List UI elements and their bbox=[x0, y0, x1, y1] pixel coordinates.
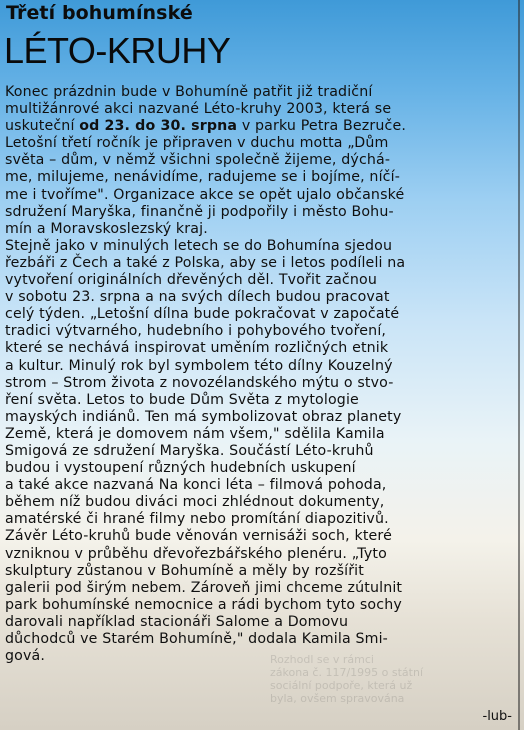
body-line: strom – Strom života z novozélandského mýtu o stvo- bbox=[5, 374, 394, 391]
body-line: Konec prázdnin bude v Bohumíně patřit již tradiční bbox=[5, 84, 373, 100]
body-line: světa – dům, v němž všichni společně žijeme, dýchá- bbox=[5, 152, 391, 169]
body-line: mayských indiánů. Ten má symbolizovat obraz planety bbox=[5, 408, 402, 425]
body-line: galerii pod širým nebem. Zároveň jimi chceme zútulnit bbox=[5, 579, 403, 596]
body-line: v sobotu 23. srpna a na svých dílech budou pracovat bbox=[5, 289, 390, 306]
body-line: Země, která je domovem nám všem," sdělila Kamila bbox=[5, 425, 385, 442]
body-line: Smigová ze sdružení Maryška. Součástí Léto-kruhů bbox=[5, 442, 374, 459]
body-line: a také akce nazvaná Na konci léta – filmová pohoda, bbox=[5, 477, 387, 494]
page-edge-line bbox=[518, 0, 520, 730]
event-dates: od 23. do 30. srpna bbox=[79, 118, 238, 135]
body-line: me, milujeme, nenávidíme, radujeme se i bojíme, níčí- bbox=[5, 169, 400, 186]
body-line: budou i vystoupení různých hudebních uskupení bbox=[5, 460, 356, 477]
body-line: které se nechává inspirovat uměním rozličných etnik bbox=[5, 340, 389, 357]
bleed-through-text: Rozhodl se v rámci zákona č. 117/1995 o státní sociální podpoře, která už byla, ovšem spravována bbox=[270, 653, 424, 705]
body-line: celý týden. „Letošní dílna bude pokračovat v započaté bbox=[5, 306, 400, 323]
body-line: gová. bbox=[5, 648, 46, 665]
body-line: sdružení Maryška, finančně ji podpořily i město Bohu- bbox=[5, 203, 394, 220]
body-line: ření světa. Letos to bude Dům Světa z mytologie bbox=[5, 391, 359, 408]
body-line: amatérské či hrané filmy nebo promítání diapozitivů. bbox=[5, 511, 389, 528]
article-headline: LÉTO-KRUHY bbox=[4, 30, 231, 71]
body-line: vytvoření originálních dřevěných děl. Tvořit začnou bbox=[5, 272, 378, 289]
body-line: a kultur. Minulý rok byl symbolem této dílny Kouzelný bbox=[5, 357, 393, 374]
body-line: řezbáři z Čech a také z Polska, aby se i letos podíleli na bbox=[5, 254, 406, 271]
body-line: mín a Moravskoslezský kraj. bbox=[5, 220, 208, 237]
article-kicker: Třetí bohumínské bbox=[6, 2, 193, 24]
body-line: uskuteční od 23. do 30. srpna v parku Petra Bezruče. bbox=[5, 118, 406, 135]
body-line: důchodců ve Starém Bohumíně," dodala Kamila Smi- bbox=[5, 631, 388, 647]
body-line: park bohumínské nemocnice a rádi bychom tyto sochy bbox=[5, 596, 402, 613]
article-body bbox=[5, 84, 513, 665]
body-line: Letošní třetí ročník je připraven v duchu motta „Dům bbox=[5, 135, 389, 152]
body-line: vzniknou v průběhu dřevořezbářského plenéru. „Tyto bbox=[5, 545, 387, 562]
body-line: darovali například stacionáři Salome a Domovu bbox=[5, 613, 349, 630]
body-line: Stejně jako v minulých letech se do Bohumína sjedou bbox=[5, 237, 393, 254]
body-line: během níž budou diváci moci zhlédnout dokumenty, bbox=[5, 494, 385, 511]
body-line: skulptury zůstanou v Bohumíně a měly by rozšířit bbox=[5, 562, 364, 579]
body-line: Závěr Léto-kruhů bude věnován vernisáži soch, které bbox=[5, 528, 392, 545]
body-line: tradici výtvarného, hudebního i pohybového tvoření, bbox=[5, 323, 387, 340]
body-line: multižánrové akci nazvané Léto-kruhy 2003, která se bbox=[5, 101, 392, 118]
author-signature: -lub- bbox=[482, 709, 512, 724]
body-line: me i tvoříme". Organizace akce se opět ujalo občanské bbox=[5, 186, 405, 203]
